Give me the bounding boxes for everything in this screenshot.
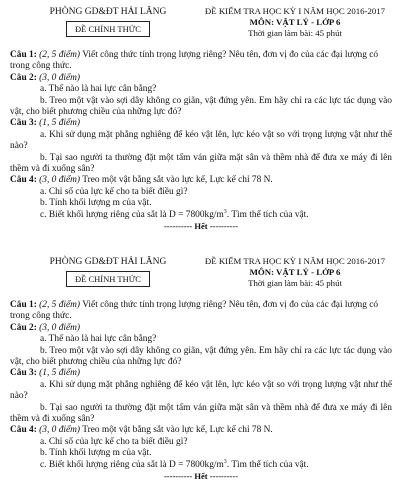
exam-body	[10, 300, 392, 483]
question-label: Câu 1:	[10, 300, 37, 310]
question-4-part-c	[10, 460, 392, 471]
official-label-box: ĐỀ CHÍNH THỨC	[66, 21, 150, 37]
part-c-text: c. Biết khối lượng riêng của sắt là D = 7800kg/m	[40, 209, 224, 220]
question-3-part-a: a. Khi sử dụng mặt phẳng nghiêng để kéo vật lên, lực kéo vật so với trọng lượng vật như thế nào?	[10, 129, 392, 152]
question-2	[10, 73, 392, 84]
question-points: (3, 0 điểm)	[39, 425, 81, 436]
exam-subject: MÔN: VẬT LÝ - LỚP 6	[249, 267, 341, 277]
question-2-part-b: b. Treo một vật vào sợi dây không co giãn, vật đứng yên. Em hãy chỉ ra các lực tác dụng vào vật, cho biết phương chiều của những lực đó?	[10, 345, 392, 368]
question-2	[10, 323, 392, 334]
part-c-text: c. Biết khối lượng riêng của sắt là D = 7800kg/m	[40, 459, 224, 470]
part-c-text-end: . Tìm thể tích của vật.	[226, 459, 309, 470]
department-name: PHÒNG GD&ĐT HẢI LĂNG	[49, 7, 167, 17]
question-4-part-a: a. Chỉ số của lực kế cho ta biết điều gì?	[40, 186, 188, 197]
exam-header	[0, 256, 400, 298]
question-3-part-a: a. Khi sử dụng mặt phẳng nghiêng để kéo vật lên, lực kéo vật so với trọng lượng vật như thế nào?	[10, 379, 392, 402]
exam-duration: Thời gian làm bài: 45 phút	[248, 28, 342, 38]
question-4-part-b: b. Tính khối lượng m của vật.	[40, 448, 152, 459]
question-text: Viết công thức tính trọng lượng riêng? Nêu tên, đơn vị đo của các đại lượng có trong công thức.	[10, 300, 379, 322]
question-label: Câu 3:	[10, 368, 37, 379]
question-3-part-b: b. Tại sao người ta thường đặt một tấm ván giữa mặt sân và thềm nhà để đưa xe máy đi lên thềm và đi xuống sân?	[10, 152, 392, 175]
exam-body	[10, 50, 392, 233]
question-text: Treo một vật bằng sắt vào lực kế, Lực kế chỉ 78 N.	[80, 175, 273, 186]
question-points: (2, 5 điểm)	[39, 300, 81, 310]
question-4-part-b: b. Tính khối lượng m của vật.	[40, 198, 152, 209]
question-points: (2, 5 điểm)	[39, 50, 81, 60]
question-label: Câu 4:	[10, 175, 37, 186]
question-label: Câu 4:	[10, 425, 37, 436]
header-left	[28, 6, 188, 37]
question-points: (3, 0 điểm)	[39, 72, 81, 83]
question-3-part-b: b. Tại sao người ta thường đặt một tấm ván giữa mặt sân và thềm nhà để đưa xe máy đi lên thềm và đi xuống sân?	[10, 402, 392, 425]
question-1	[10, 50, 392, 73]
question-label: Câu 2:	[10, 72, 37, 83]
end-mark: ---------- Hết ----------	[163, 471, 239, 482]
question-3	[10, 368, 392, 379]
part-c-superscript: 3	[223, 208, 227, 215]
question-2-part-a: a. Thế nào là hai lực cân bằng?	[40, 334, 157, 345]
question-label: Câu 1:	[10, 50, 37, 60]
exam-header	[0, 6, 400, 48]
question-points: (1, 5 điểm)	[39, 118, 81, 129]
exam-copy-2	[0, 256, 400, 488]
question-points: (1, 5 điểm)	[39, 368, 81, 379]
question-4	[10, 175, 392, 186]
part-c-text-end: . Tìm thể tích của vật.	[226, 209, 309, 220]
official-label-box: ĐỀ CHÍNH THỨC	[66, 271, 150, 287]
exam-subject: MÔN: VẬT LÝ - LỚP 6	[249, 17, 341, 27]
question-points: (3, 0 điểm)	[39, 175, 81, 186]
department-name: PHÒNG GD&ĐT HẢI LĂNG	[49, 257, 167, 267]
question-label: Câu 3:	[10, 118, 37, 129]
question-4-part-c	[10, 210, 392, 221]
exam-title: ĐỀ KIỂM TRA HỌC KỲ I NĂM HỌC 2016-2017	[204, 256, 386, 266]
header-right	[192, 6, 398, 39]
end-mark: ---------- Hết ----------	[163, 221, 239, 232]
exam-title: ĐỀ KIỂM TRA HỌC KỲ I NĂM HỌC 2016-2017	[204, 6, 386, 16]
header-right	[192, 256, 398, 289]
exam-duration: Thời gian làm bài: 45 phút	[248, 278, 342, 288]
question-label: Câu 2:	[10, 322, 37, 333]
exam-copy-1	[0, 6, 400, 238]
question-2-part-b: b. Treo một vật vào sợi dây không co giãn, vật đứng yên. Em hãy chỉ ra các lực tác dụng vào vật, cho biết phương chiều của những lực đó?	[10, 95, 392, 118]
part-c-superscript: 3	[223, 458, 227, 465]
question-text: Treo một vật bằng sắt vào lực kế, Lực kế chỉ 78 N.	[80, 425, 273, 436]
header-left	[28, 256, 188, 287]
question-1	[10, 300, 392, 323]
question-4-part-a: a. Chỉ số của lực kế cho ta biết điều gì?	[40, 436, 188, 447]
question-3	[10, 118, 392, 129]
question-4	[10, 425, 392, 436]
question-points: (3, 0 điểm)	[39, 322, 81, 333]
question-text: Viết công thức tính trọng lượng riêng? Nêu tên, đơn vị đo của các đại lượng có trong công thức.	[10, 50, 379, 72]
question-2-part-a: a. Thế nào là hai lực cân bằng?	[40, 84, 157, 95]
